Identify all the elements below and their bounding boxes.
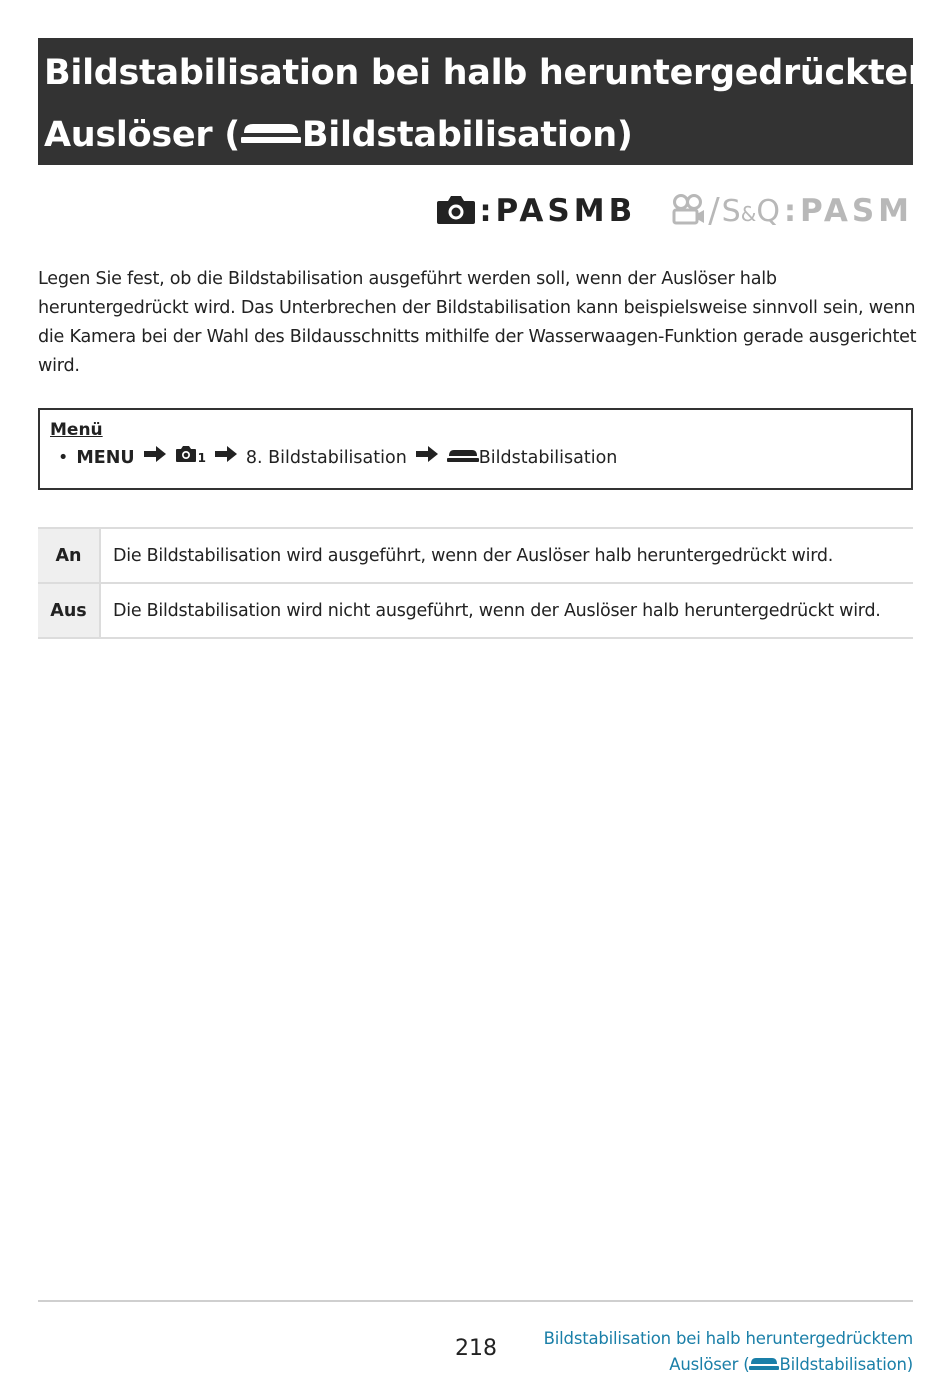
still-modes [436, 193, 637, 229]
page-title-banner [38, 38, 944, 165]
menu-path-box [38, 408, 913, 490]
arrow-right-icon [214, 444, 238, 472]
camera-tab-number: 1 [197, 451, 206, 465]
page-title-line-2-end: Bildstabilisation) [301, 115, 633, 155]
page-title-line-2-start: Auslöser ( [44, 115, 240, 155]
menu-path [50, 444, 901, 472]
arrow-right-icon [415, 444, 439, 472]
movie-modes-colon: : [783, 193, 796, 229]
page-title-line-2 [44, 104, 907, 167]
menu-final-item: Bildstabilisation [478, 448, 618, 468]
menu-step: 8. Bildstabilisation [245, 448, 407, 468]
option-key: An [38, 528, 100, 583]
arrow-right-icon [143, 444, 167, 472]
movie-camera-icon [670, 193, 706, 229]
menu-word: MENU [76, 448, 135, 468]
still-modes-letters: PASMB [495, 193, 637, 229]
still-camera-small-icon [175, 444, 197, 472]
sq-q: Q [756, 193, 780, 229]
movie-modes-slash: / [708, 191, 720, 231]
table-row [38, 528, 913, 583]
footer-link-line-2-start[interactable]: Auslöser ( [669, 1355, 750, 1374]
movie-modes-letters: PASM [799, 193, 913, 229]
still-camera-icon [436, 193, 476, 229]
half-shutter-link-icon [749, 1353, 779, 1379]
half-shutter-small-icon [447, 444, 479, 472]
footer-chapter-link[interactable] [544, 1326, 913, 1379]
shooting-modes [410, 190, 913, 232]
footer-link-line-1[interactable]: Bildstabilisation bei halb heruntergedrücktem [543, 1329, 913, 1348]
still-modes-colon: : [479, 193, 492, 229]
intro-paragraph: Legen Sie fest, ob die Bildstabilisation ausgeführt werden soll, wenn der Auslöser halb heruntergedrückt wird. Das Unterbrechen der Bildstabilisation kann beispielsweise sinnvoll sein, wenn die Kamera bei der Wahl des Bildausschnitts mithilfe der Wasserwaagen-Funktion gerade ausgerichtet wird. [38, 269, 917, 376]
camera-tab-1 [175, 444, 206, 472]
sq-s: S [721, 193, 741, 229]
page-title-line-1: Bildstabilisation bei halb heruntergedrücktem [44, 53, 944, 93]
movie-modes [670, 191, 913, 231]
footer-divider [38, 1300, 913, 1302]
sq-mode-label [722, 194, 780, 229]
option-key: Aus [38, 583, 100, 638]
table-row [38, 583, 913, 638]
page-number: 218 [455, 1336, 497, 1361]
menu-bullet: • [58, 448, 69, 468]
options-table [38, 527, 913, 639]
option-description: Die Bildstabilisation wird ausgeführt, wenn der Auslöser halb heruntergedrückt wird. [100, 528, 913, 583]
option-description: Die Bildstabilisation wird nicht ausgeführt, wenn der Auslöser halb heruntergedrückt wird. [100, 583, 913, 638]
footer-link-line-2[interactable] [544, 1352, 913, 1379]
sq-ampersand: & [740, 201, 757, 226]
menu-heading: Menü [50, 420, 103, 440]
half-shutter-icon [240, 105, 302, 167]
footer-link-line-2-end[interactable]: Bildstabilisation) [779, 1355, 913, 1374]
